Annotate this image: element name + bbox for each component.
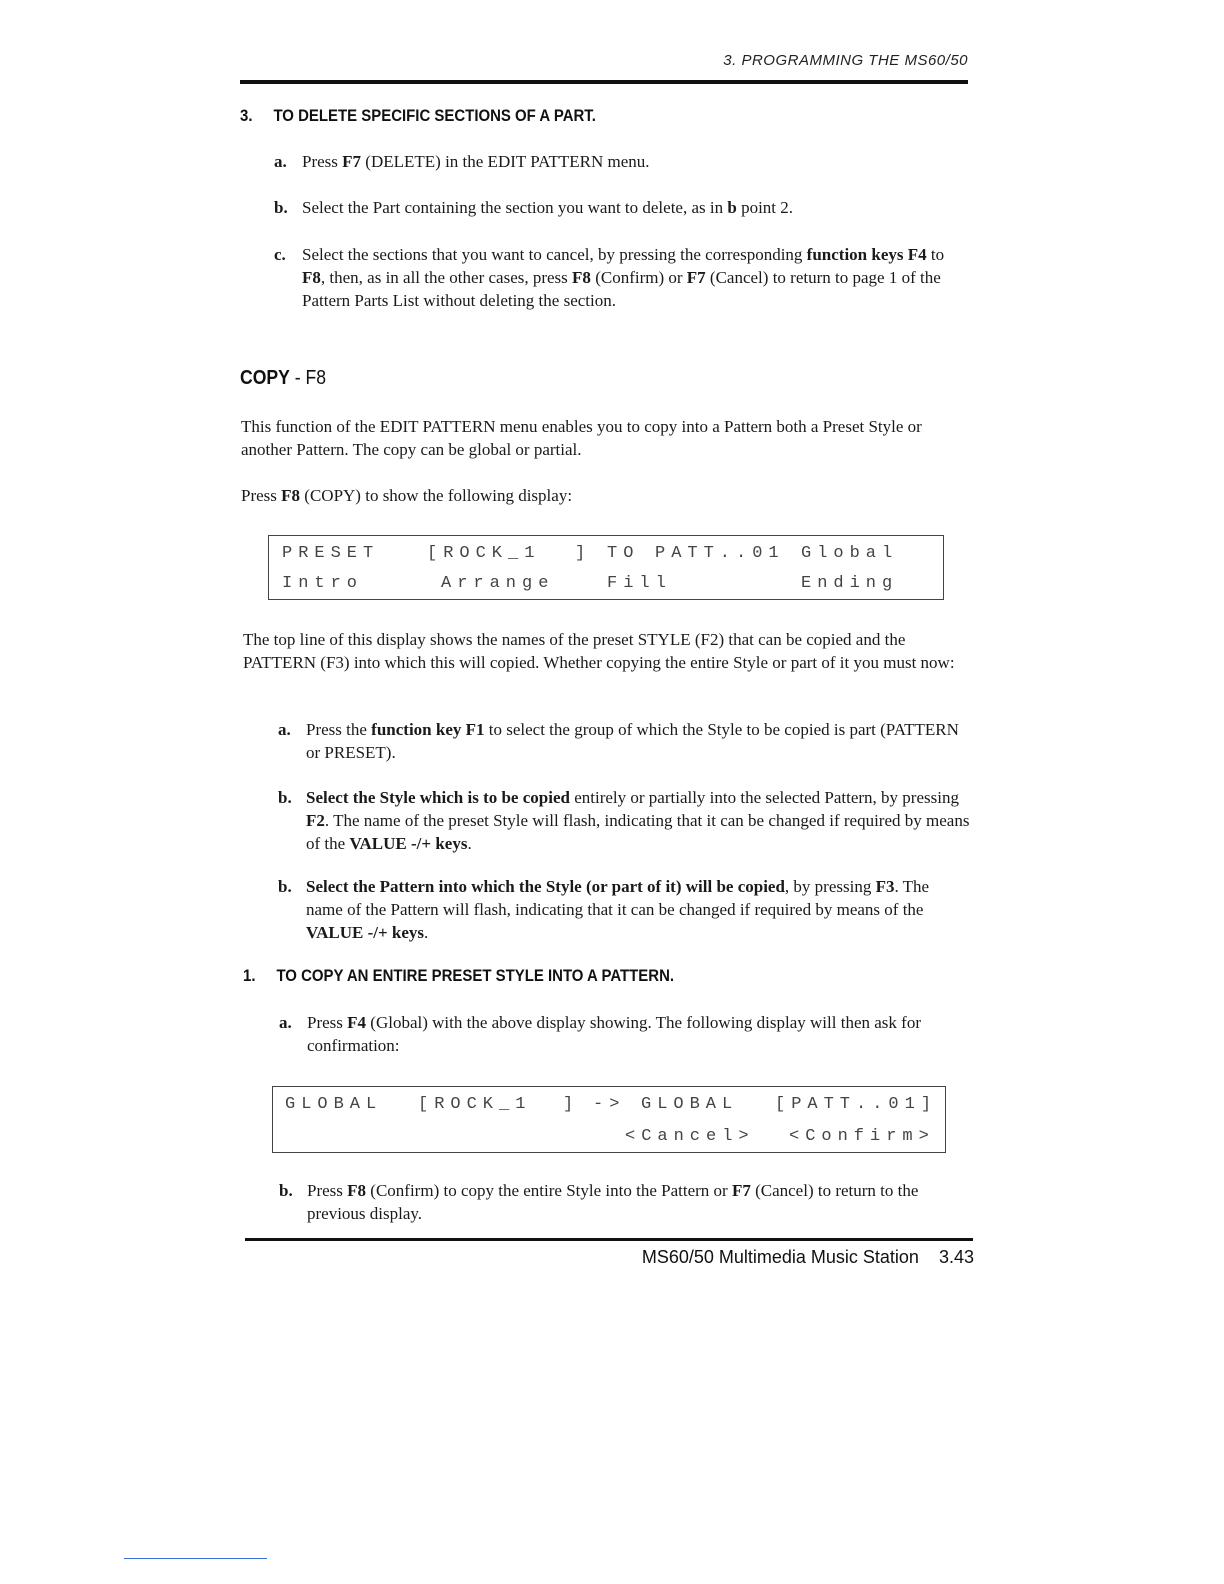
lcd-cell: PATT..01 — [655, 544, 785, 563]
lcd-cell: [ROCK_1 — [427, 544, 541, 563]
list-item — [279, 1179, 975, 1225]
list-item — [274, 196, 970, 219]
lcd-cell: [ROCK_1 — [418, 1095, 532, 1114]
copy-intro: This function of the EDIT PATTERN menu enables you to copy into a Pattern both a Preset Style or another Pattern. The copy can be global or partial. — [241, 417, 922, 459]
lcd-cell: <Confirm> — [789, 1127, 935, 1146]
lcd-cell: GLOBAL — [641, 1095, 739, 1114]
item-text: Select the Style which is to be copied entirely or partially into the selected Pattern, by pressing F2. The name of the preset Style will flash, indicating that it can be changed if required by means of the VALUE -/+ keys. — [306, 788, 970, 853]
lcd-cell: <Cancel> — [625, 1127, 755, 1146]
list-item — [274, 243, 970, 312]
lcd-cell: Global — [801, 544, 899, 563]
list-item — [278, 786, 970, 855]
lcd-cell: -> — [593, 1095, 626, 1114]
item-text: Select the sections that you want to cancel, by pressing the corresponding function keys F4 to F8, then, as in all the other cases, press F8 (Confirm) or F7 (Cancel) to return to page 1 of the Pattern Parts List without deleting the section. — [302, 245, 945, 310]
section-number: 1. — [243, 966, 256, 985]
footer-rule — [245, 1238, 973, 1241]
item-text: Select the Pattern into which the Style (or part of it) will be copied, by pressing F3. The name of the Pattern will flash, indicating that it can be changed if required by means of the VALUE -/+ keys. — [306, 877, 930, 942]
display-explanation: The top line of this display shows the names of the preset STYLE (F2) that can be copied and the PATTERN (F3) into which this will copied. Whether copying the entire Style or part of it you must now: — [243, 630, 955, 672]
page-footer — [642, 1247, 974, 1268]
item-label: c. — [274, 245, 286, 264]
list-item — [278, 718, 970, 764]
lcd-display-copy — [268, 535, 944, 600]
lcd-cell: Intro — [282, 574, 364, 593]
copy-heading-bold: COPY — [240, 367, 290, 389]
header-rule — [240, 80, 968, 84]
copy-heading — [240, 367, 326, 390]
item-label: b. — [274, 198, 288, 217]
lcd-cell: [PATT..01] — [775, 1095, 938, 1114]
section-title: TO DELETE SPECIFIC SECTIONS OF A PART. — [273, 106, 596, 125]
item-text: Press F8 (Confirm) to copy the entire Style into the Pattern or F7 (Cancel) to return to the previous display. — [307, 1181, 919, 1223]
lcd-cell: Arrange — [441, 574, 555, 593]
lcd-cell: GLOBAL — [285, 1095, 383, 1114]
list-item — [278, 875, 970, 944]
item-label: a. — [279, 1013, 292, 1032]
item-label: b. — [278, 788, 292, 807]
item-label: a. — [278, 720, 291, 739]
lcd-cell: ] — [563, 1095, 580, 1114]
section-3-heading — [240, 106, 596, 126]
item-label: b. — [278, 877, 292, 896]
lcd-cell: ] — [575, 544, 592, 563]
footer-link-underline — [124, 1558, 267, 1559]
lcd-cell: Ending — [801, 574, 899, 593]
list-item — [274, 150, 970, 173]
item-label: b. — [279, 1181, 293, 1200]
lcd-cell: TO — [607, 544, 640, 563]
copy-heading-key: - F8 — [289, 367, 327, 389]
lcd-display-confirm — [272, 1086, 946, 1153]
list-item — [279, 1011, 971, 1057]
lcd-cell: PRESET — [282, 544, 380, 563]
item-text: Press F4 (Global) with the above display showing. The following display will then ask for confirmation: — [307, 1013, 921, 1055]
section-number: 3. — [240, 106, 253, 125]
running-header: 3. PROGRAMMING THE MS60/50 — [723, 52, 968, 69]
page-number: 3.43 — [938, 1247, 974, 1267]
footer-title: MS60/50 Multimedia Music Station — [641, 1247, 919, 1267]
item-label: a. — [274, 152, 287, 171]
section-title: TO COPY AN ENTIRE PRESET STYLE INTO A PATTERN. — [276, 966, 675, 985]
item-text: Press the function key F1 to select the group of which the Style to be copied is part (PATTERN or PRESET). — [306, 720, 959, 762]
lcd-cell: Fill — [607, 574, 672, 593]
item-text: Select the Part containing the section you want to delete, as in b point 2. — [302, 198, 794, 217]
item-text: Press F7 (DELETE) in the EDIT PATTERN menu. — [302, 152, 650, 171]
copy-press-line: Press F8 (COPY) to show the following display: — [241, 486, 573, 505]
section-1-heading — [243, 966, 674, 986]
